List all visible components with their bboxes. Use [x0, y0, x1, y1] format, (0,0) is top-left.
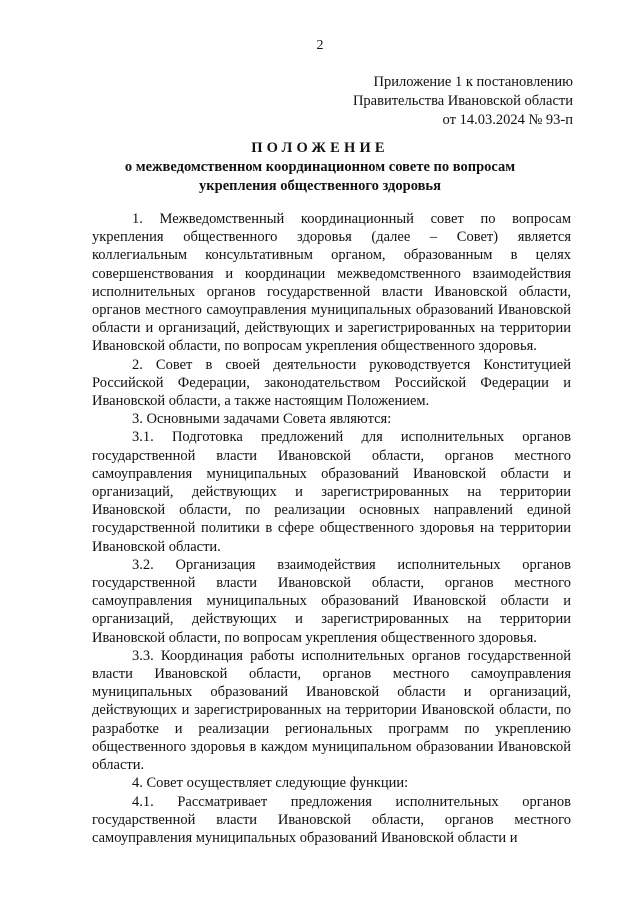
appendix-line-1: Приложение 1 к постановлению [373, 74, 573, 90]
page-number: 2 [316, 38, 324, 53]
subtitle-line-2: укрепления общественного здоровья [199, 178, 441, 194]
paragraph-4: 4. Совет осуществляет следующие функции: [132, 775, 409, 792]
appendix-line-3: от 14.03.2024 № 93-п [442, 112, 573, 128]
document-body [92, 210, 571, 847]
paragraph-1: 1. Межведомственный координационный совет по вопросам укрепления общественного здоровья (далее – Совет) является коллегиальным консультативным органом, образованным в целях совершенствования и координации межведомственного взаимодействия исполнительных органов государственной власти Ивановской области, органов местного самоуправления муниципальных образований Ивановской области и организаций, действующих и зарегистрированных на территории Ивановской области, по вопросам укрепления общественного здоровья. [92, 211, 571, 355]
subtitle-line-1: о межведомственном координационном совете по вопросам [124, 159, 516, 175]
document-subtitle [0, 158, 640, 196]
appendix-line-2: Правительства Ивановской области [352, 93, 573, 109]
appendix-reference [353, 73, 573, 130]
paragraph-3-1: 3.1. Подготовка предложений для исполнительных органов государственной власти Ивановской области, органов местного самоуправления муниципальных образований Ивановской области и организаций, действующих и зарегистрированных на территории Ивановской области, по реализации основных направлений единой государственной политики в сфере общественного здоровья на территории Ивановской области. [92, 429, 571, 555]
paragraph-3-3: 3.3. Координация работы исполнительных органов государственной власти Ивановской области, органов местного самоуправления муниципальных образований Ивановской области и организаций, действующих и зарегистрированных на территории Ивановской области, по разработке и реализации региональных программ по укреплению общественного здоровья в каждом муниципальном образовании Ивановской области. [92, 647, 571, 774]
paragraph-3: 3. Основными задачами Совета являются: [132, 411, 392, 428]
paragraph-2: 2. Совет в своей деятельности руководствуется Конституцией Российской Федерации, законодательством Российской Федерации и Ивановской области, а также настоящим Положением. [92, 356, 571, 410]
document-title: ПОЛОЖЕНИЕ [251, 140, 389, 156]
paragraph-4-1: 4.1. Рассматривает предложения исполнительных органов государственной власти Ивановской области, органов местного самоуправления муниципальных образований Ивановской области и [92, 793, 571, 846]
paragraph-3-2: 3.2. Организация взаимодействия исполнительных органов государственной власти Ивановской области, органов местного самоуправления муниципальных образований Ивановской области и организаций, действующих и зарегистрированных на территории Ивановской области, по вопросам укрепления общественного здоровья. [92, 556, 571, 646]
